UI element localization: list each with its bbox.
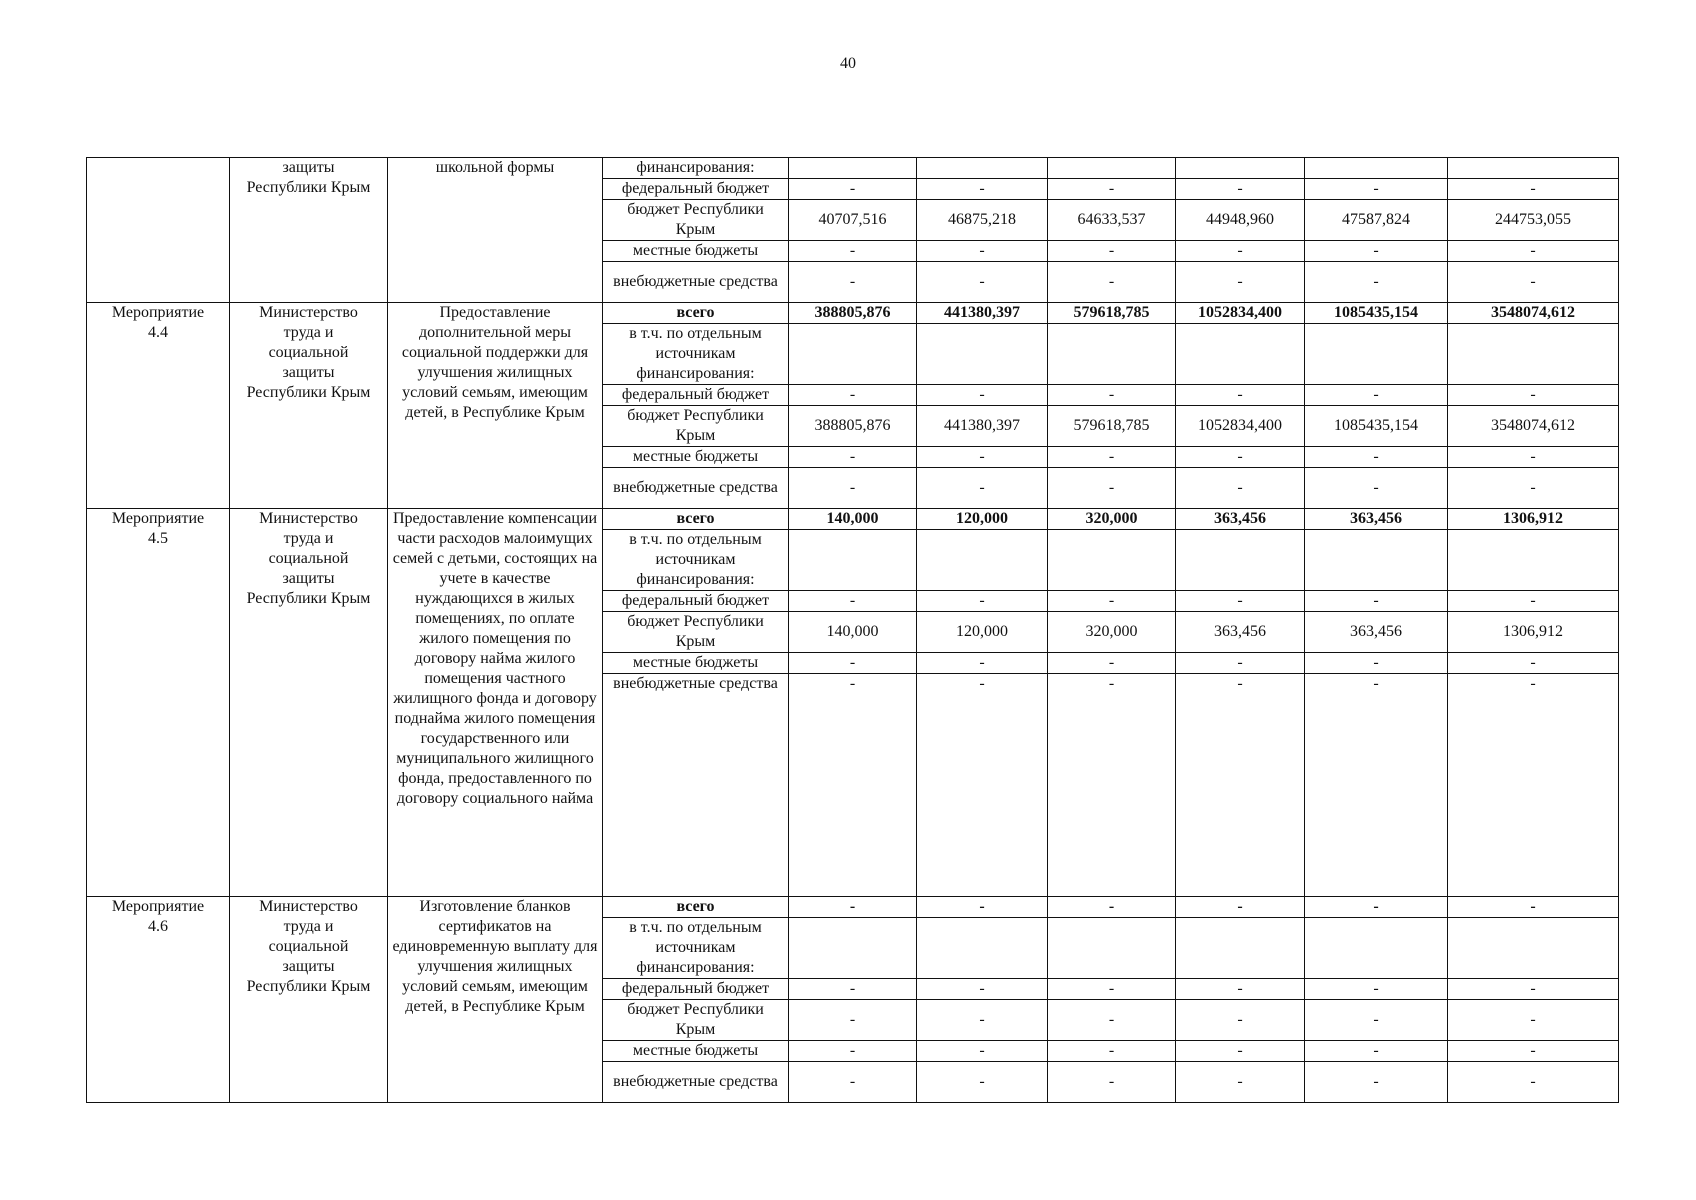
amount-cell: 363,456 — [1305, 509, 1448, 530]
amount-cell — [789, 158, 917, 179]
amount-cell: - — [1305, 1062, 1448, 1103]
amount-cell: 1085435,154 — [1305, 303, 1448, 324]
amount-cell: - — [789, 897, 917, 918]
amount-cell — [1048, 918, 1176, 979]
amount-cell: - — [1448, 897, 1619, 918]
amount-cell — [789, 530, 917, 591]
amount-cell: - — [1448, 447, 1619, 468]
amount-cell: 363,456 — [1305, 612, 1448, 653]
amount-cell: - — [1305, 1000, 1448, 1041]
amount-cell — [789, 324, 917, 385]
amount-cell: - — [789, 979, 917, 1000]
event-cell: Мероприятие 4.4 — [87, 303, 230, 509]
amount-cell — [1176, 530, 1305, 591]
amount-cell — [917, 530, 1048, 591]
amount-cell: 120,000 — [917, 509, 1048, 530]
amount-cell: - — [1305, 385, 1448, 406]
amount-cell: 46875,218 — [917, 200, 1048, 241]
table-row — [87, 897, 1619, 918]
amount-cell: 3548074,612 — [1448, 303, 1619, 324]
amount-cell: - — [1305, 897, 1448, 918]
amount-cell — [1448, 158, 1619, 179]
amount-cell: - — [1048, 591, 1176, 612]
amount-cell — [1305, 530, 1448, 591]
amount-cell: - — [1048, 1062, 1176, 1103]
amount-cell — [917, 158, 1048, 179]
amount-cell: - — [1048, 1000, 1176, 1041]
funding-source-cell: местные бюджеты — [603, 241, 789, 262]
amount-cell: 363,456 — [1176, 612, 1305, 653]
amount-cell: - — [917, 1000, 1048, 1041]
amount-cell: - — [1305, 179, 1448, 200]
amount-cell: 120,000 — [917, 612, 1048, 653]
amount-cell: - — [1176, 241, 1305, 262]
amount-cell: 320,000 — [1048, 612, 1176, 653]
amount-cell: - — [917, 1062, 1048, 1103]
description-cell: Предоставление дополнительной меры социальной поддержки для улучшения жилищных условий семьям, имеющим детей, в Республике Крым — [388, 303, 603, 509]
amount-cell: - — [789, 1041, 917, 1062]
executor-cell: защиты Республики Крым — [230, 158, 388, 303]
amount-cell: 1306,912 — [1448, 509, 1619, 530]
amount-cell: - — [917, 385, 1048, 406]
executor-cell: Министерство труда и социальной защиты Республики Крым — [230, 897, 388, 1103]
amount-cell: - — [1448, 1000, 1619, 1041]
amount-cell: - — [1305, 468, 1448, 509]
event-cell: Мероприятие 4.6 — [87, 897, 230, 1103]
funding-source-cell: федеральный бюджет — [603, 385, 789, 406]
amount-cell: 47587,824 — [1305, 200, 1448, 241]
amount-cell: - — [1176, 385, 1305, 406]
funding-source-cell: бюджет Республики Крым — [603, 612, 789, 653]
amount-cell: - — [1305, 262, 1448, 303]
amount-cell — [1305, 158, 1448, 179]
amount-cell: - — [917, 241, 1048, 262]
amount-cell: 1052834,400 — [1176, 406, 1305, 447]
amount-cell: - — [1448, 979, 1619, 1000]
amount-cell — [1176, 158, 1305, 179]
amount-cell: - — [1176, 979, 1305, 1000]
amount-cell: 1085435,154 — [1305, 406, 1448, 447]
amount-cell: - — [789, 653, 917, 674]
amount-cell: - — [789, 1000, 917, 1041]
amount-cell: - — [917, 653, 1048, 674]
amount-cell: 579618,785 — [1048, 303, 1176, 324]
funding-source-cell: федеральный бюджет — [603, 979, 789, 1000]
amount-cell — [1305, 918, 1448, 979]
amount-cell: - — [789, 262, 917, 303]
amount-cell — [1176, 918, 1305, 979]
amount-cell — [917, 324, 1048, 385]
amount-cell: 579618,785 — [1048, 406, 1176, 447]
amount-cell: - — [789, 1062, 917, 1103]
amount-cell — [1448, 918, 1619, 979]
budget-table — [86, 157, 1619, 1103]
amount-cell: - — [1048, 653, 1176, 674]
amount-cell: - — [1448, 468, 1619, 509]
amount-cell: - — [1305, 447, 1448, 468]
amount-cell: - — [1048, 897, 1176, 918]
funding-source-cell: внебюджетные средства — [603, 1062, 789, 1103]
funding-source-cell: федеральный бюджет — [603, 591, 789, 612]
funding-source-cell: в т.ч. по отдельным источникам финансирования: — [603, 918, 789, 979]
amount-cell: - — [917, 179, 1048, 200]
amount-cell: - — [1448, 179, 1619, 200]
amount-cell: - — [917, 674, 1048, 897]
amount-cell: - — [1305, 241, 1448, 262]
amount-cell: - — [1176, 1000, 1305, 1041]
amount-cell: 44948,960 — [1176, 200, 1305, 241]
amount-cell: 441380,397 — [917, 303, 1048, 324]
amount-cell: 140,000 — [789, 509, 917, 530]
amount-cell: - — [917, 468, 1048, 509]
description-cell: Предоставление компенсации части расходов малоимущих семей с детьми, состоящих на учете в качестве нуждающихся в жилых помещениях, по оплате жилого помещения по договору найма жилого помещения частного жилищного фонда и договору поднайма жилого помещения государственного или муниципального жилищного фонда, предоставленного по договору социального найма — [388, 509, 603, 897]
amount-cell — [917, 918, 1048, 979]
amount-cell: - — [1048, 979, 1176, 1000]
amount-cell: - — [1448, 591, 1619, 612]
amount-cell: - — [789, 591, 917, 612]
amount-cell: 388805,876 — [789, 303, 917, 324]
event-cell — [87, 158, 230, 303]
amount-cell: - — [789, 241, 917, 262]
amount-cell: - — [1048, 241, 1176, 262]
amount-cell: - — [1176, 674, 1305, 897]
amount-cell — [1048, 158, 1176, 179]
page-number: 40 — [840, 55, 856, 72]
amount-cell — [1305, 324, 1448, 385]
amount-cell: - — [917, 897, 1048, 918]
amount-cell: 388805,876 — [789, 406, 917, 447]
amount-cell: 140,000 — [789, 612, 917, 653]
funding-source-cell: внебюджетные средства — [603, 262, 789, 303]
amount-cell: - — [789, 385, 917, 406]
amount-cell: - — [1048, 262, 1176, 303]
amount-cell — [1176, 324, 1305, 385]
amount-cell: - — [1048, 385, 1176, 406]
amount-cell: - — [789, 468, 917, 509]
funding-source-cell: бюджет Республики Крым — [603, 1000, 789, 1041]
amount-cell: - — [1176, 468, 1305, 509]
funding-source-cell: в т.ч. по отдельным источникам финансирования: — [603, 530, 789, 591]
table-row — [87, 158, 1619, 179]
amount-cell: - — [1305, 1041, 1448, 1062]
funding-source-cell: финансирования: — [603, 158, 789, 179]
amount-cell — [1448, 324, 1619, 385]
amount-cell: - — [917, 1041, 1048, 1062]
amount-cell: - — [1305, 979, 1448, 1000]
amount-cell — [789, 918, 917, 979]
table-row — [87, 303, 1619, 324]
amount-cell: 1306,912 — [1448, 612, 1619, 653]
funding-source-cell: местные бюджеты — [603, 653, 789, 674]
amount-cell: - — [1448, 262, 1619, 303]
amount-cell: - — [1176, 447, 1305, 468]
funding-source-cell: федеральный бюджет — [603, 179, 789, 200]
event-cell: Мероприятие 4.5 — [87, 509, 230, 897]
funding-source-cell: в т.ч. по отдельным источникам финансирования: — [603, 324, 789, 385]
amount-cell: - — [1048, 179, 1176, 200]
amount-cell: - — [1176, 262, 1305, 303]
amount-cell: - — [1448, 653, 1619, 674]
amount-cell: - — [1176, 653, 1305, 674]
amount-cell: - — [1448, 1041, 1619, 1062]
amount-cell: - — [1448, 385, 1619, 406]
amount-cell: 363,456 — [1176, 509, 1305, 530]
amount-cell: - — [1176, 179, 1305, 200]
amount-cell: - — [1448, 241, 1619, 262]
description-cell: школьной формы — [388, 158, 603, 303]
amount-cell: - — [1176, 897, 1305, 918]
funding-source-cell: бюджет Республики Крым — [603, 200, 789, 241]
amount-cell: - — [1305, 653, 1448, 674]
executor-cell: Министерство труда и социальной защиты Республики Крым — [230, 303, 388, 509]
amount-cell: - — [1305, 591, 1448, 612]
amount-cell: - — [789, 674, 917, 897]
amount-cell: - — [917, 979, 1048, 1000]
amount-cell: 64633,537 — [1048, 200, 1176, 241]
amount-cell: - — [1305, 674, 1448, 897]
amount-cell: 320,000 — [1048, 509, 1176, 530]
amount-cell: - — [1176, 1041, 1305, 1062]
funding-source-cell: всего — [603, 303, 789, 324]
amount-cell: - — [1448, 674, 1619, 897]
amount-cell: 441380,397 — [917, 406, 1048, 447]
amount-cell: - — [1448, 1062, 1619, 1103]
amount-cell: - — [917, 262, 1048, 303]
amount-cell: - — [917, 591, 1048, 612]
amount-cell: - — [1048, 468, 1176, 509]
amount-cell: 40707,516 — [789, 200, 917, 241]
executor-cell: Министерство труда и социальной защиты Республики Крым — [230, 509, 388, 897]
funding-source-cell: местные бюджеты — [603, 1041, 789, 1062]
amount-cell: 244753,055 — [1448, 200, 1619, 241]
amount-cell — [1448, 530, 1619, 591]
amount-cell: - — [1176, 591, 1305, 612]
funding-source-cell: внебюджетные средства — [603, 468, 789, 509]
amount-cell: 3548074,612 — [1448, 406, 1619, 447]
amount-cell: - — [917, 447, 1048, 468]
amount-cell: - — [1048, 1041, 1176, 1062]
funding-source-cell: внебюджетные средства — [603, 674, 789, 897]
funding-source-cell: бюджет Республики Крым — [603, 406, 789, 447]
table-row — [87, 509, 1619, 530]
amount-cell: - — [1048, 447, 1176, 468]
funding-source-cell: всего — [603, 897, 789, 918]
funding-source-cell: местные бюджеты — [603, 447, 789, 468]
amount-cell: - — [1176, 1062, 1305, 1103]
amount-cell — [1048, 530, 1176, 591]
amount-cell: 1052834,400 — [1176, 303, 1305, 324]
amount-cell — [1048, 324, 1176, 385]
funding-source-cell: всего — [603, 509, 789, 530]
amount-cell: - — [789, 179, 917, 200]
amount-cell: - — [1048, 674, 1176, 897]
amount-cell: - — [789, 447, 917, 468]
description-cell: Изготовление бланков сертификатов на единовременную выплату для улучшения жилищных условий семьям, имеющим детей, в Республике Крым — [388, 897, 603, 1103]
